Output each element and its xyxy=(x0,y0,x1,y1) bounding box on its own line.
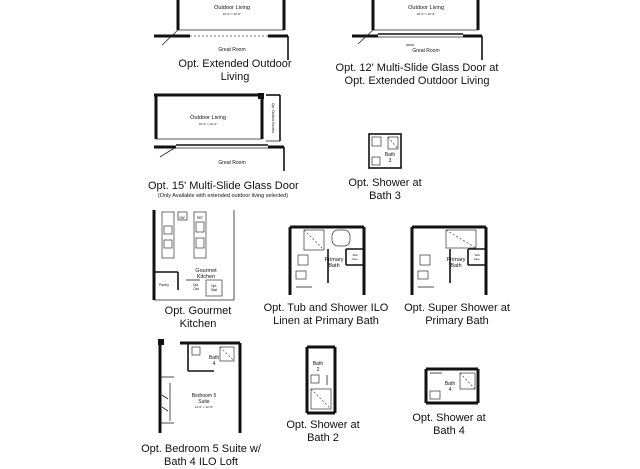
bath-label: Bath xyxy=(450,263,462,269)
caption-line: Opt. 15' Multi-Slide Glass Door xyxy=(148,180,299,192)
caption-extended-outdoor-living xyxy=(160,58,310,84)
outdoor-living-dim: 16'-0" x 10'-0" xyxy=(416,12,436,16)
caption-tub-shower-primary-bath xyxy=(256,302,396,328)
caption-shower-bath-4 xyxy=(404,412,494,438)
bath-label: Bath xyxy=(384,152,396,158)
suite-label: Suite xyxy=(198,399,210,405)
caption-line: Opt. Shower at xyxy=(412,412,486,424)
caption-line: Opt. Tub and Shower ILO xyxy=(263,302,389,314)
bath-label: Bath xyxy=(208,355,220,361)
caption-line: Opt. Extended Outdoor Living xyxy=(344,75,490,87)
caption-line: Kitchen xyxy=(179,318,217,330)
dw-label: DW xyxy=(179,216,185,220)
plan-shower-bath-4 xyxy=(424,367,480,405)
bath-label: Bath xyxy=(444,381,456,387)
outdoor-living-label: Outdoor Living xyxy=(408,5,444,11)
plan-extended-outdoor-living xyxy=(150,0,290,60)
caption-15-multi-slide-door xyxy=(148,180,298,200)
caption-gourmet-kitchen xyxy=(148,305,248,331)
outdoor-living-dim: 16'-0" x 10'-0" xyxy=(198,122,218,126)
opt-cab-label: Opt. xyxy=(192,283,200,287)
plan-12-multi-slide-door xyxy=(348,0,488,60)
caption-bedroom-5-suite xyxy=(136,443,266,469)
caption-line: Opt. 12' Multi-Slide Glass Door at xyxy=(335,62,499,74)
bath-number: 3 xyxy=(388,158,392,164)
outdoor-living-label: Outdoor Living xyxy=(214,5,250,11)
cab-label: Cab xyxy=(193,287,199,291)
caption-line: Opt. Bedroom 5 Suite w/ xyxy=(141,443,261,455)
caption-line: Opt. Shower at xyxy=(286,419,360,431)
outdoor-living-label: Outdoor Living xyxy=(190,115,226,121)
plan-shower-bath-2 xyxy=(305,345,337,415)
great-room-label: Great Room xyxy=(412,48,440,54)
plan-gourmet-kitchen xyxy=(150,210,240,302)
great-room-label: Great Room xyxy=(218,47,246,53)
caption-note: (Only Available with extended outdoor living selected) xyxy=(157,193,289,199)
plan-tub-shower-primary-bath xyxy=(288,225,368,297)
caption-line: Bath 3 xyxy=(369,190,401,202)
outdoor-kitchen-label: Opt. Outdoor Kitchen xyxy=(271,103,275,133)
closet-label-b: Clos. xyxy=(351,257,359,261)
caption-shower-bath-2 xyxy=(278,419,368,445)
pantry-label: Pantry xyxy=(158,283,170,287)
caption-line: Bath 4 xyxy=(433,425,465,437)
bath-number: 4 xyxy=(448,387,452,393)
caption-12-multi-slide-door xyxy=(322,62,512,88)
bath-number: 2 xyxy=(316,367,320,373)
caption-line: Opt. Extended Outdoor xyxy=(178,58,292,70)
great-room-label: Great Room xyxy=(218,160,246,166)
ref-label: REF xyxy=(196,216,204,220)
bath-label: Bath xyxy=(312,361,324,367)
caption-line: Linen at Primary Bath xyxy=(273,315,379,327)
plan-shower-bath-3 xyxy=(368,133,402,171)
plan-bedroom-5-suite xyxy=(150,337,250,437)
plan-super-shower-primary-bath xyxy=(410,225,490,297)
closet-label-b: Clos. xyxy=(473,257,481,261)
caption-line: Opt. Shower at xyxy=(348,177,422,189)
opt-wall-label: Opt. xyxy=(210,284,218,288)
kitchen-label: Gourmet xyxy=(195,268,217,274)
outdoor-living-dim: 16'-0" x 10'-0" xyxy=(222,12,242,16)
bath-number: 4 xyxy=(212,361,216,367)
primary-label: Primary xyxy=(446,257,466,263)
caption-line: Living xyxy=(220,71,250,83)
closet-label-a: Wal xyxy=(352,253,358,257)
wall-label: Wall xyxy=(210,288,218,292)
caption-shower-bath-3 xyxy=(340,177,430,203)
caption-line: Opt. Gourmet xyxy=(164,305,232,317)
bedroom-dim: 11'-0" x 12'-0" xyxy=(194,405,214,409)
caption-line: Primary Bath xyxy=(425,315,489,327)
caption-super-shower-primary-bath xyxy=(392,302,522,328)
caption-line: Bath 4 ILO Loft xyxy=(164,456,238,468)
plan-15-multi-slide-door xyxy=(150,93,290,173)
bath-label: Bath xyxy=(328,263,340,269)
caption-line: Opt. Super Shower at xyxy=(404,302,510,314)
closet-label-a: Wal xyxy=(474,253,480,257)
caption-line: Bath 2 xyxy=(307,432,339,444)
kitchen-label-2: Kitchen xyxy=(196,274,216,280)
bedroom-label: Bedroom 5 xyxy=(191,393,217,399)
primary-label: Primary xyxy=(324,257,344,263)
